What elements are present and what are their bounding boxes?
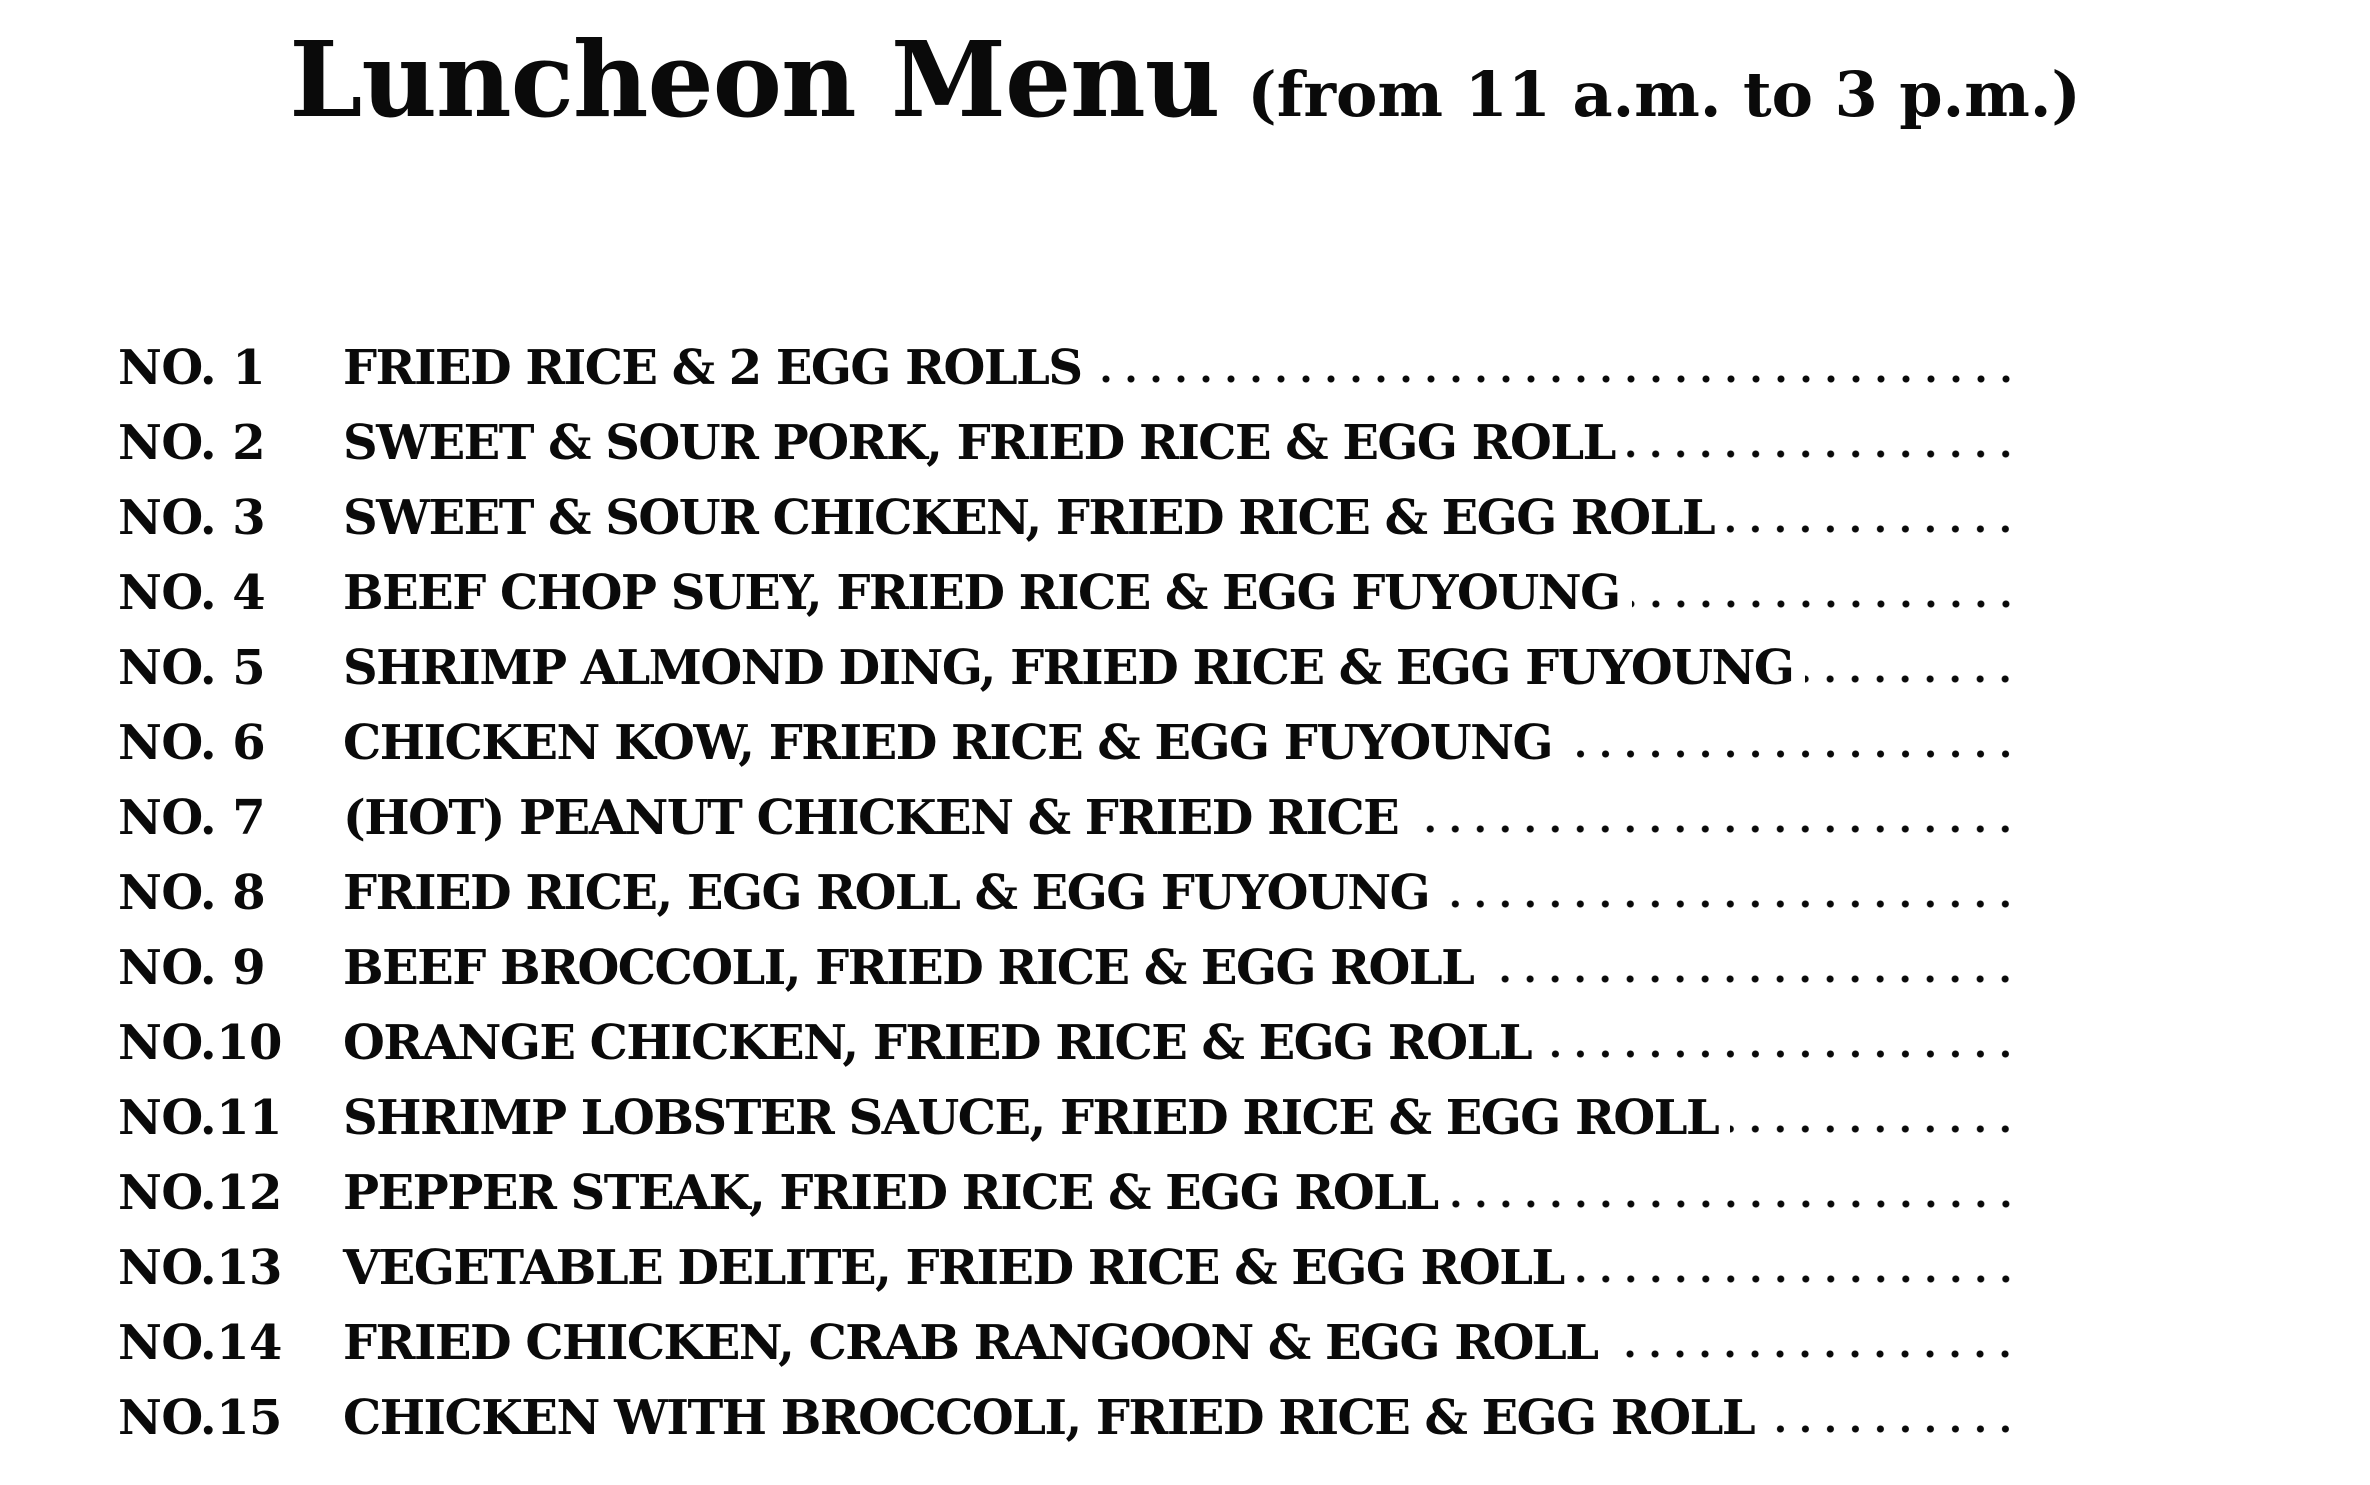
- item-number: NO.15: [118, 1389, 282, 1446]
- dot-leader: [1485, 975, 2018, 983]
- item-description: (HOT) PEANUT CHICKEN & FRIED RICE: [343, 789, 1399, 846]
- menu-item: [118, 405, 2018, 480]
- menu-item: [118, 1380, 2018, 1455]
- menu-item: [118, 930, 2018, 1005]
- dot-leader: [1632, 600, 2018, 608]
- item-description: SHRIMP LOBSTER SAUCE, FRIED RICE & EGG ROLL: [343, 1089, 1719, 1146]
- item-number: NO. 8: [118, 864, 266, 921]
- dot-leader: [1543, 1050, 2018, 1058]
- dot-leader: [1410, 825, 2018, 833]
- item-description: CHICKEN WITH BROCCOLI, FRIED RICE & EGG ROLL: [343, 1389, 1755, 1446]
- item-number: NO. 6: [118, 714, 266, 771]
- item-number: NO. 3: [118, 489, 266, 546]
- menu-item: [118, 855, 2018, 930]
- item-description: ORANGE CHICKEN, FRIED RICE & EGG ROLL: [343, 1014, 1532, 1071]
- menu-item: [118, 630, 2018, 705]
- menu-item: [118, 555, 2018, 630]
- item-description: FRIED CHICKEN, CRAB RANGOON & EGG ROLL: [343, 1314, 1598, 1371]
- item-description: FRIED RICE, EGG ROLL & EGG FUYOUNG: [343, 864, 1430, 921]
- menu-item: [118, 1230, 2018, 1305]
- menu-item: [118, 1155, 2018, 1230]
- item-number: NO. 5: [118, 639, 266, 696]
- item-number: NO. 4: [118, 564, 266, 621]
- menu-heading: [0, 18, 2370, 141]
- item-number: NO.13: [118, 1239, 282, 1296]
- item-description: SWEET & SOUR CHICKEN, FRIED RICE & EGG ROLL: [343, 489, 1715, 546]
- menu-item: [118, 330, 2018, 405]
- item-description: SWEET & SOUR PORK, FRIED RICE & EGG ROLL: [343, 414, 1615, 471]
- item-number: NO. 7: [118, 789, 266, 846]
- dot-leader: [1564, 750, 2018, 758]
- menu-item: [118, 1305, 2018, 1380]
- dot-leader: [1576, 1275, 2018, 1283]
- item-description: VEGETABLE DELITE, FRIED RICE & EGG ROLL: [343, 1239, 1564, 1296]
- menu-list: [118, 330, 2018, 1455]
- dot-leader: [1805, 675, 2018, 683]
- dot-leader: [1450, 1200, 2018, 1208]
- item-number: NO.14: [118, 1314, 282, 1371]
- item-number: NO.11: [118, 1089, 282, 1146]
- menu-item: [118, 705, 2018, 780]
- dot-leader: [1726, 525, 2018, 533]
- item-description: PEPPER STEAK, FRIED RICE & EGG ROLL: [343, 1164, 1438, 1221]
- menu-item: [118, 480, 2018, 555]
- item-description: BEEF CHOP SUEY, FRIED RICE & EGG FUYOUNG: [343, 564, 1620, 621]
- dot-leader: [1094, 375, 2019, 383]
- item-number: NO. 9: [118, 939, 266, 996]
- dot-leader: [1627, 450, 2018, 458]
- item-description: FRIED RICE & 2 EGG ROLLS: [343, 339, 1082, 396]
- dot-leader: [1441, 900, 2018, 908]
- item-description: SHRIMP ALMOND DING, FRIED RICE & EGG FUYOUNG: [343, 639, 1794, 696]
- item-number: NO.10: [118, 1014, 282, 1071]
- item-number: NO. 2: [118, 414, 266, 471]
- menu-hours: (from 11 a.m. to 3 p.m.): [1247, 58, 2081, 131]
- dot-leader: [1730, 1125, 2018, 1133]
- dot-leader: [1766, 1425, 2018, 1433]
- menu-item: [118, 1005, 2018, 1080]
- item-description: BEEF BROCCOLI, FRIED RICE & EGG ROLL: [343, 939, 1474, 996]
- menu-item: [118, 1080, 2018, 1155]
- item-description: CHICKEN KOW, FRIED RICE & EGG FUYOUNG: [343, 714, 1552, 771]
- dot-leader: [1609, 1350, 2018, 1358]
- menu-item: [118, 780, 2018, 855]
- item-number: NO. 1: [118, 339, 266, 396]
- item-number: NO.12: [118, 1164, 282, 1221]
- menu-title: Luncheon Menu: [289, 18, 1220, 141]
